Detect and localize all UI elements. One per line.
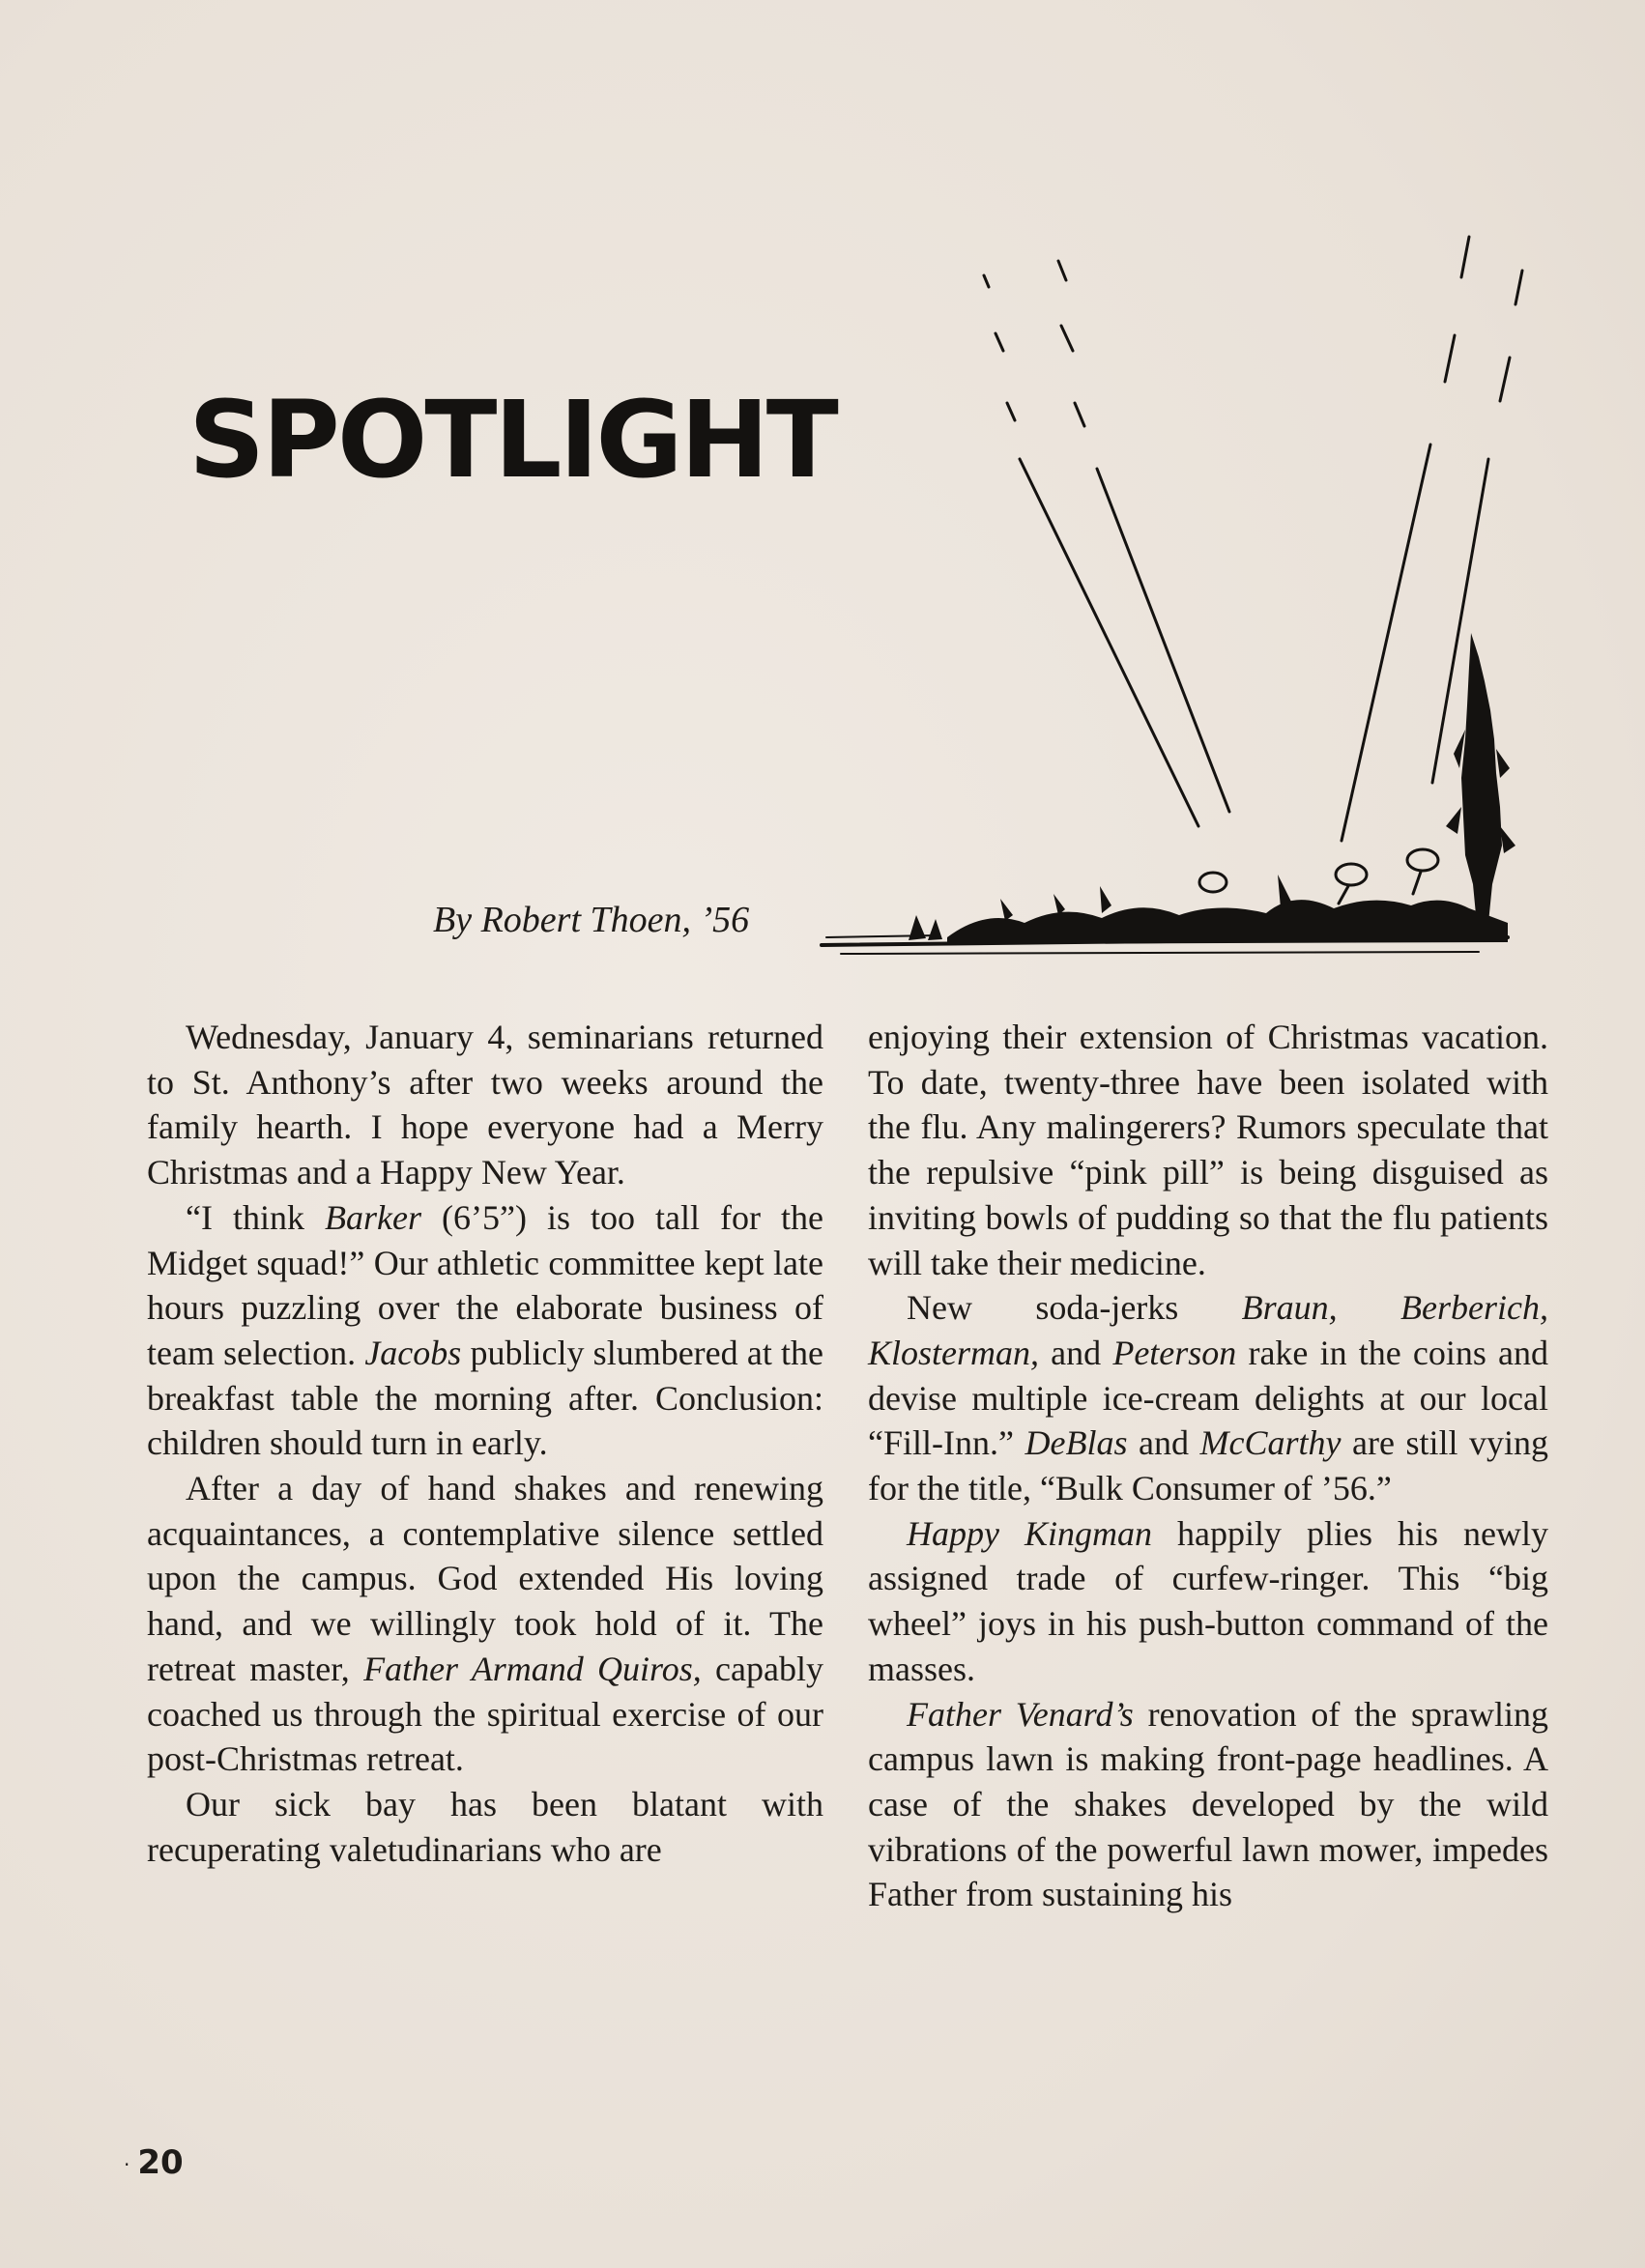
text-run: and bbox=[1127, 1423, 1200, 1463]
text-run: are still vying for the title, “Bulk Consumer of ’56.” bbox=[868, 1423, 1548, 1508]
bullet-icon: · bbox=[124, 2152, 130, 2176]
person-name: Father Venard’s bbox=[907, 1694, 1134, 1734]
person-name: DeBlas bbox=[1025, 1423, 1128, 1463]
text-run: (6’5”) is too tall for the Midget squad!” Our athletic committee kept late hours puzzling over the elaborate business of team selection. bbox=[147, 1197, 823, 1372]
text-run: New soda-jerks bbox=[907, 1288, 1242, 1328]
article-column-left bbox=[147, 1015, 823, 1872]
text-run: “I think bbox=[186, 1197, 326, 1237]
person-name: McCarthy bbox=[1199, 1423, 1342, 1463]
paragraph bbox=[147, 1466, 823, 1782]
person-name: Braun, Berberich, Klosterman, bbox=[868, 1288, 1548, 1372]
person-name: Barker bbox=[325, 1197, 421, 1237]
person-name: Jacobs bbox=[364, 1333, 462, 1372]
page-number-text: 20 bbox=[137, 2143, 184, 2182]
text-run: and bbox=[1039, 1333, 1113, 1372]
text-run: happily plies his newly assigned trade of curfew-ringer. This “big wheel” joys in his push-button command of the masses. bbox=[868, 1513, 1548, 1688]
searchlights-tree-icon bbox=[812, 227, 1546, 971]
person-name: Peterson bbox=[1112, 1333, 1237, 1372]
paragraph bbox=[868, 1511, 1548, 1692]
paragraph bbox=[147, 1195, 823, 1466]
text-run: capably coached us through the spiritual exercise of our post-Christmas retreat. bbox=[147, 1649, 823, 1779]
paragraph: enjoying their extension of Christmas vacation. To date, twenty-three have been isolated with the flu. Any malingerers? Rumors speculate that the repulsive “pink pill” is being disguised as inviting bowls of pudding so that the flu patients will take their medicine. bbox=[868, 1018, 1548, 1282]
person-name: Happy Kingman bbox=[907, 1513, 1152, 1553]
paragraph bbox=[868, 1285, 1548, 1511]
article-column-right bbox=[868, 1015, 1548, 1917]
paragraph: Wednesday, January 4, seminarians returned to St. Anthony’s after two weeks around the family hearth. I hope everyone had a Merry Christmas and a Happy New Year. bbox=[147, 1018, 823, 1192]
text-run: publicly slumbered at the breakfast table the morning after. Conclusion: children should turn in early. bbox=[147, 1333, 824, 1463]
paragraph: Our sick bay has been blatant with recuperating valetudinarians who are bbox=[147, 1784, 823, 1869]
text-run: renovation of the sprawling campus lawn is making front-page headlines. A case of the shakes developed by the wild vibrations of the powerful lawn mower, impedes Father from sustaining his bbox=[868, 1694, 1548, 1914]
person-name: Father Armand Quiros, bbox=[363, 1649, 702, 1688]
paragraph bbox=[868, 1692, 1548, 1918]
text-run: After a day of hand shakes and renewing acquaintances, a contemplative silence settled upon the campus. God extended His loving hand, and we willingly took hold of it. The retreat master, bbox=[147, 1469, 823, 1688]
text-run: rake in the coins and devise multiple ice-cream delights at our local “Fill-Inn.” bbox=[868, 1333, 1548, 1463]
page-title: SPOTLIGHT bbox=[188, 378, 836, 502]
byline: By Robert Thoen, ’56 bbox=[433, 900, 750, 940]
page-number bbox=[124, 2143, 184, 2182]
